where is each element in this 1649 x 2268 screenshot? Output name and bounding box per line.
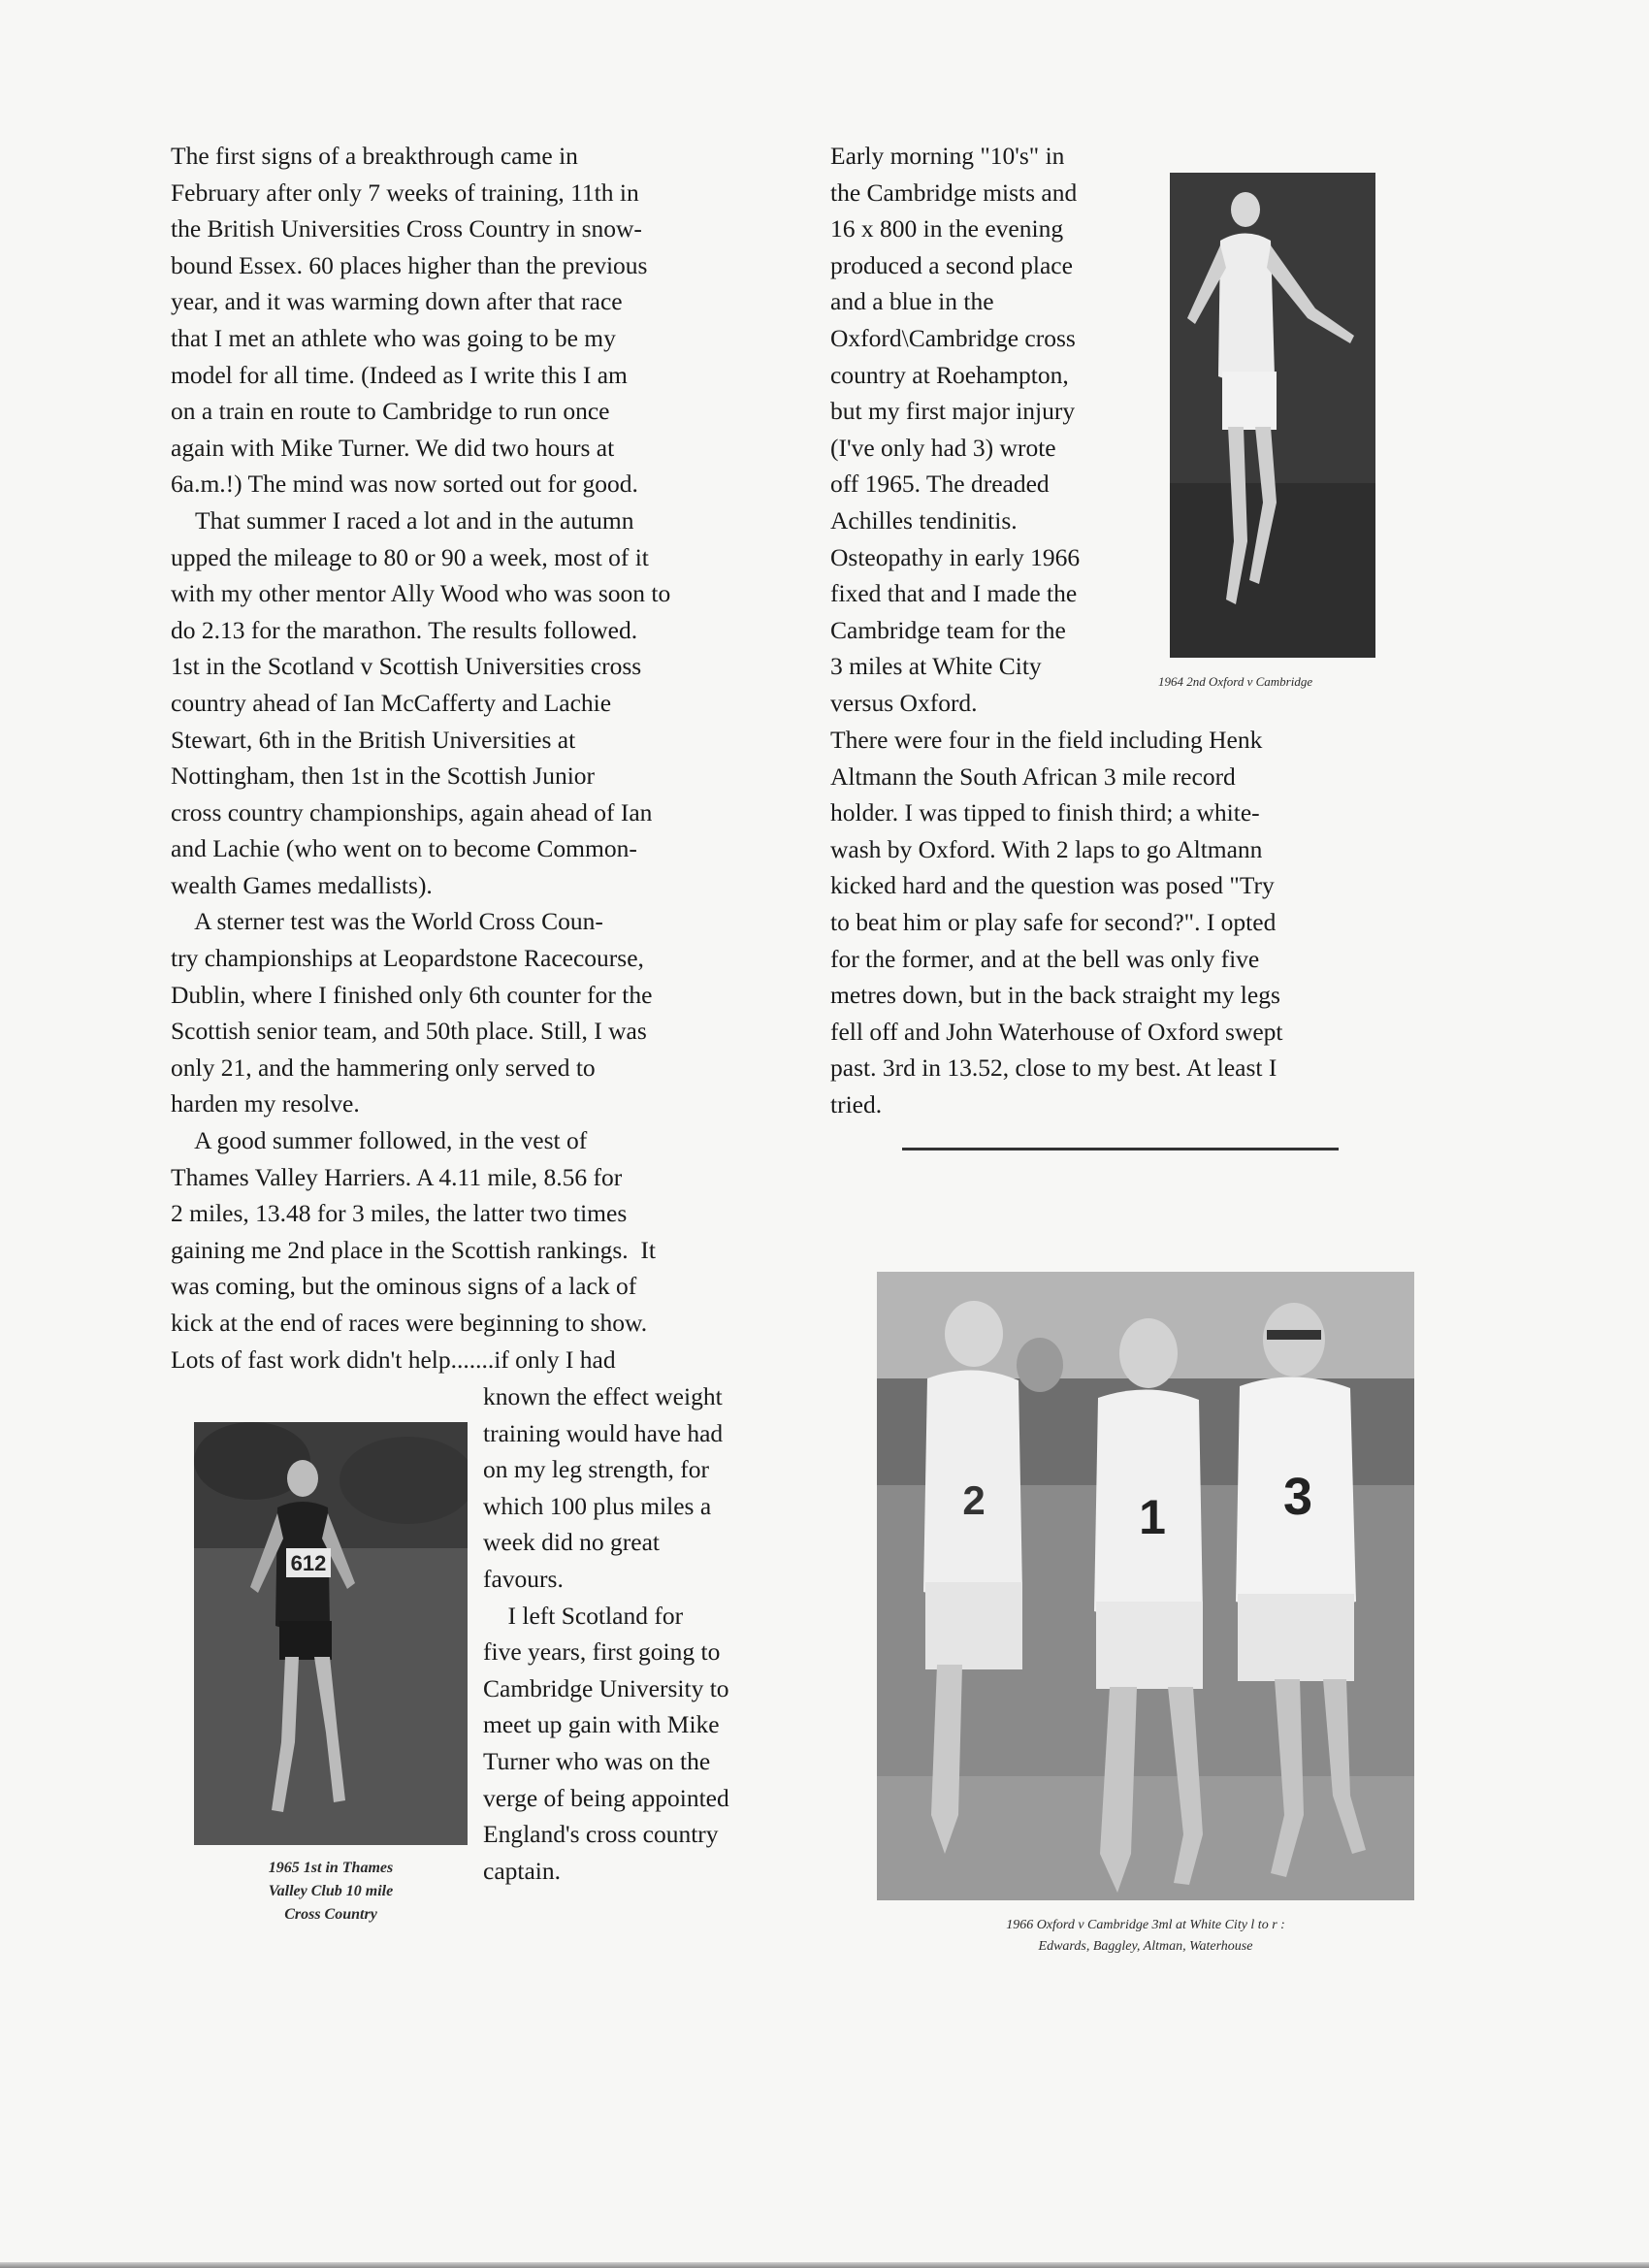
text-line: Early morning "10's" in	[830, 142, 1065, 170]
text-line: wealth Games medallists).	[171, 870, 433, 899]
text-line: Cambridge University to	[483, 1673, 729, 1702]
text-line: country at Roehampton,	[830, 360, 1069, 389]
text-line: Achilles tendinitis.	[830, 505, 1018, 535]
text-line: kick at the end of races were beginning to show.	[171, 1309, 648, 1337]
text-line: but my first major injury	[830, 397, 1076, 426]
text-line: Turner who was on the	[483, 1746, 711, 1775]
text-line: 2 miles, 13.48 for 3 miles, the latter two times	[171, 1199, 628, 1228]
text-line: Cambridge team for the	[830, 615, 1066, 644]
text-line: favours.	[483, 1564, 564, 1593]
text-line: Altmann the South African 3 mile record	[830, 761, 1236, 791]
scan-edge	[0, 2262, 1649, 2268]
bib-number-race-2: 1	[1139, 1490, 1166, 1544]
caption-line: Valley Club 10 mile	[268, 1883, 394, 1899]
text-line: that I met an athlete who was going to be my	[171, 323, 616, 352]
text-line: February after only 7 weeks of training, 11th in	[171, 178, 639, 207]
text-line: There were four in the field including Henk	[830, 726, 1263, 754]
text-line: Oxford\Cambridge cross	[830, 323, 1076, 352]
text-line: Thames Valley Harriers. A 4.11 mile, 8.56 for	[171, 1162, 623, 1191]
text-line: do 2.13 for the marathon. The results followed.	[171, 615, 638, 644]
text-line: model for all time. (Indeed as I write this I am	[171, 360, 628, 389]
photo-race-white-city	[877, 1272, 1414, 1900]
text-line: week did no great	[483, 1528, 660, 1557]
text-line: the Cambridge mists and	[830, 178, 1078, 207]
caption-line: 1965 1st in Thames	[268, 1860, 394, 1876]
text-line: cross country championships, again ahead of Ian	[171, 797, 653, 826]
caption-left-photo	[194, 1857, 468, 1927]
text-line: training would have had	[483, 1418, 724, 1447]
photo-runner-top	[1170, 173, 1375, 658]
left-column-text	[171, 138, 670, 1377]
text-line: metres down, but in the back straight my legs	[830, 981, 1280, 1010]
right-wrap-text	[830, 138, 1080, 722]
text-line: wash by Oxford. With 2 laps to go Altmann	[830, 834, 1263, 863]
text-line: Scottish senior team, and 50th place. Still, I was	[171, 1017, 647, 1046]
text-line: A good summer followed, in the vest of	[171, 1126, 588, 1155]
text-line: country ahead of Ian McCafferty and Lachie	[171, 688, 612, 717]
caption-line: Edwards, Baggley, Altman, Waterhouse	[1038, 1939, 1253, 1954]
bib-number-race-1: 2	[962, 1477, 986, 1523]
text-line: holder. I was tipped to finish third; a white-	[830, 798, 1260, 827]
text-line: fixed that and I made the	[830, 579, 1078, 608]
text-line: and a blue in the	[830, 287, 994, 316]
text-line: with my other mentor Ally Wood who was soon to	[171, 579, 671, 608]
text-line: captain.	[483, 1856, 561, 1885]
text-line: meet up gain with Mike	[483, 1710, 720, 1739]
text-line: fell off and John Waterhouse of Oxford swept	[830, 1017, 1283, 1046]
text-line: year, and it was warming down after that race	[171, 287, 623, 316]
text-line: past. 3rd in 13.52, close to my best. At least I	[830, 1053, 1277, 1083]
text-line: tried.	[830, 1089, 883, 1118]
text-line: upped the mileage to 80 or 90 a week, most of it	[171, 542, 649, 571]
text-line: bound Essex. 60 places higher than the previous	[171, 250, 648, 279]
caption-line: Cross Country	[284, 1906, 377, 1923]
text-line: I left Scotland for	[483, 1601, 684, 1630]
text-line: England's cross country	[483, 1820, 719, 1849]
text-line: Stewart, 6th in the British Universities at	[171, 725, 576, 754]
text-line: and Lachie (who went on to become Common-	[171, 834, 637, 863]
bib-number-612: 612	[290, 1551, 327, 1575]
text-line: A sterner test was the World Cross Coun-	[171, 907, 603, 936]
text-line: on my leg strength, for	[483, 1455, 709, 1484]
text-line: The first signs of a breakthrough came in	[171, 142, 578, 170]
text-line: again with Mike Turner. We did two hours at	[171, 433, 615, 462]
text-line: Osteopathy in early 1966	[830, 542, 1081, 571]
text-line: 1st in the Scotland v Scottish Universities cross	[171, 652, 642, 681]
text-line: for the former, and at the bell was only five	[830, 944, 1260, 973]
caption-line: 1966 Oxford v Cambridge 3ml at White City l to r :	[1006, 1918, 1285, 1932]
photo-runner-left	[194, 1422, 468, 1845]
text-line: to beat him or play safe for second?". I opted	[830, 907, 1277, 936]
text-line: Nottingham, then 1st in the Scottish Junior	[171, 761, 596, 791]
text-line: versus Oxford.	[830, 688, 978, 717]
left-wrap-text	[483, 1378, 729, 1889]
text-line: (I've only had 3) wrote	[830, 433, 1056, 462]
text-line: five years, first going to	[483, 1637, 721, 1667]
bib-number-race-3: 3	[1282, 1468, 1313, 1526]
text-line: the British Universities Cross Country in snow-	[171, 214, 642, 243]
text-line: 3 miles at White City	[830, 652, 1042, 681]
text-line: harden my resolve.	[171, 1089, 360, 1118]
text-line: was coming, but the ominous signs of a lack of	[171, 1272, 637, 1301]
right-column-text	[830, 722, 1283, 1123]
text-line: off 1965. The dreaded	[830, 470, 1050, 499]
text-line: 16 x 800 in the evening	[830, 214, 1064, 243]
text-line: 6a.m.!) The mind was now sorted out for good.	[171, 470, 638, 499]
text-line: Lots of fast work didn't help.......if only I had	[171, 1345, 616, 1374]
divider-line	[902, 1148, 1339, 1150]
text-line: Dublin, where I finished only 6th counter for the	[171, 980, 653, 1009]
caption-race-photo	[877, 1915, 1414, 1958]
text-line: produced a second place	[830, 250, 1073, 279]
text-line: try championships at Leopardstone Racecourse,	[171, 944, 644, 973]
text-line: That summer I raced a lot and in the autumn	[171, 505, 634, 535]
text-line: kicked hard and the question was posed "Try	[830, 871, 1275, 900]
text-line: known the effect weight	[483, 1382, 723, 1410]
text-line: verge of being appointed	[483, 1783, 729, 1812]
caption-top-photo: 1964 2nd Oxford v Cambridge	[1158, 674, 1313, 689]
text-line: only 21, and the hammering only served to	[171, 1053, 596, 1082]
text-line: on a train en route to Cambridge to run once	[171, 397, 610, 426]
text-line: which 100 plus miles a	[483, 1491, 712, 1520]
text-line: gaining me 2nd place in the Scottish rankings. It	[171, 1235, 656, 1264]
